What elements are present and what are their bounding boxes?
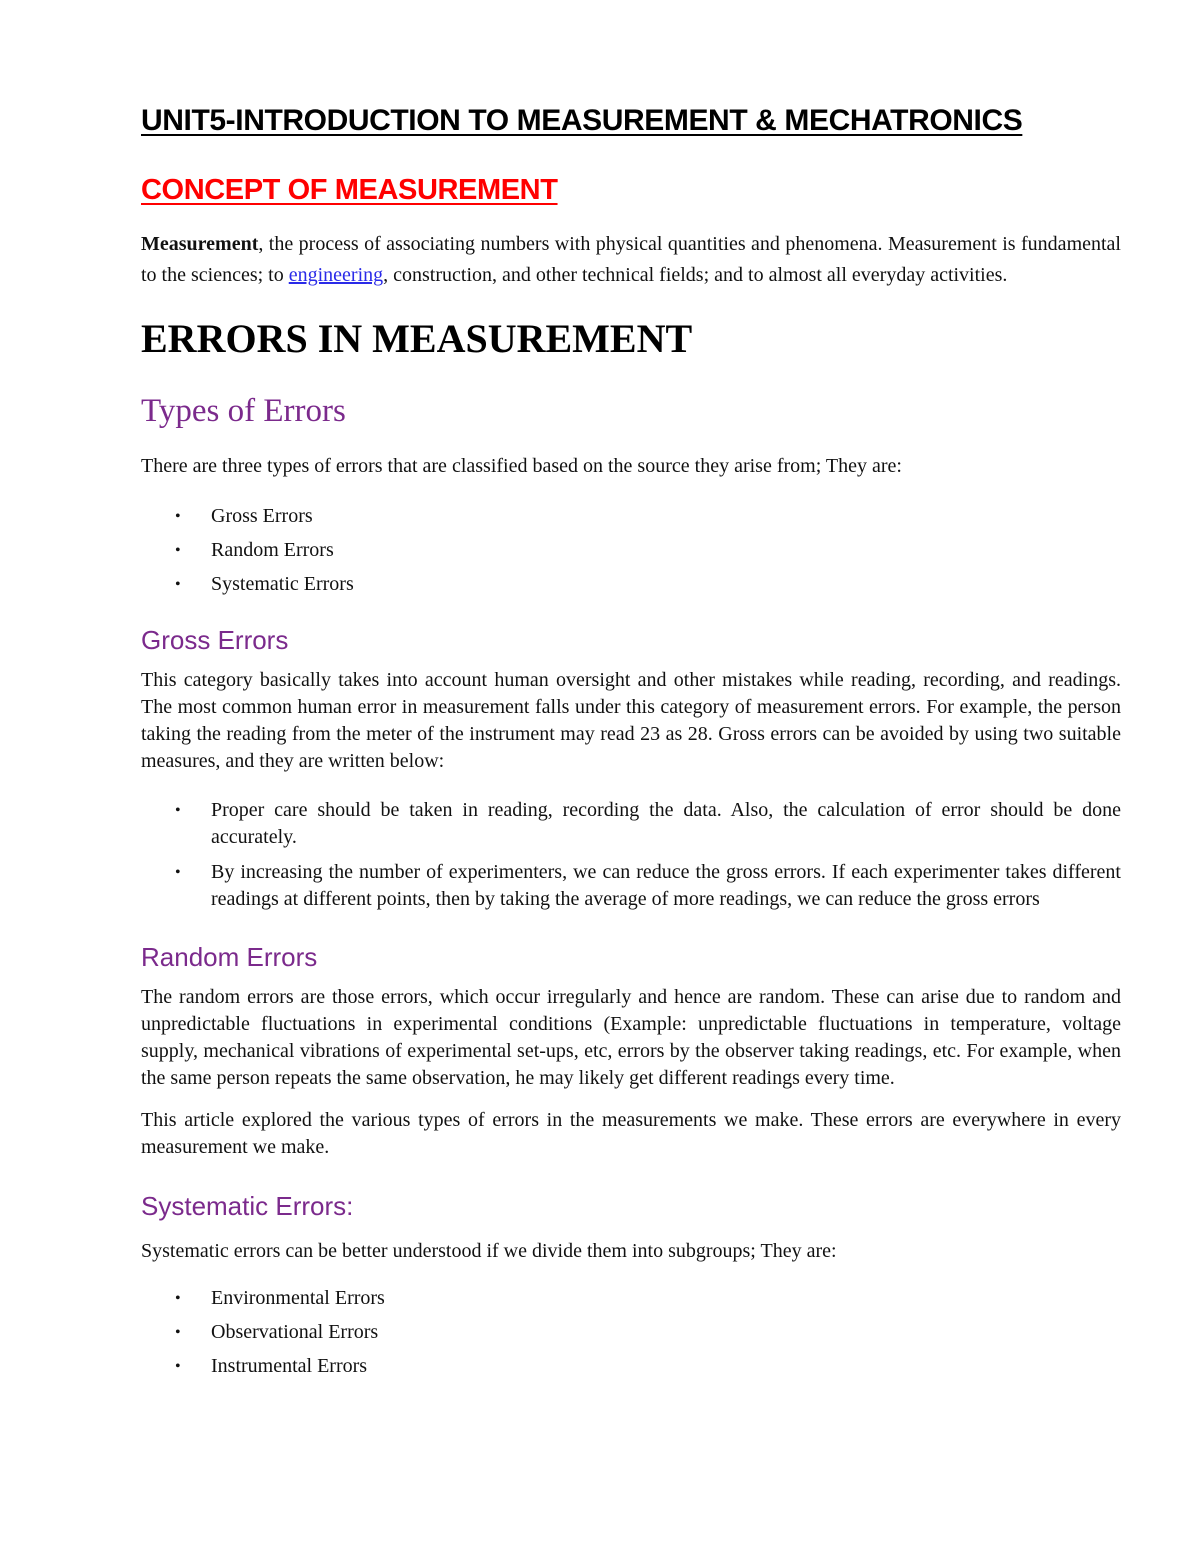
bullet-icon: • — [175, 1290, 181, 1307]
engineering-link[interactable]: engineering — [288, 264, 384, 286]
unit-title: UNIT5-INTRODUCTION TO MEASUREMENT & MECHATRONICS — [141, 104, 1023, 137]
document-page — [141, 100, 1121, 1380]
types-list — [141, 503, 1121, 598]
bullet-icon: • — [175, 542, 181, 559]
list-item: • Random Errors — [211, 537, 1121, 564]
concept-title: CONCEPT OF MEASUREMENT — [141, 174, 558, 206]
list-item: • Gross Errors — [211, 503, 1121, 530]
list-item: • By increasing the number of experimenters, we can reduce the gross errors. If each experimenter takes different readings at different points, then by taking the average of more readings, we can reduce the gross errors — [175, 861, 1121, 910]
list-item: • Proper care should be taken in reading, recording the data. Also, the calculation of error should be done accurately. — [175, 799, 1121, 848]
list-item: • Environmental Errors — [211, 1285, 1121, 1312]
random-errors-summary: This article explored the various types of errors in the measurements we make. These errors are everywhere in every measurement we make. — [141, 1109, 1121, 1158]
gross-errors-paragraph: This category basically takes into account human oversight and other mistakes while reading, recording, and readings. The most common human error in measurement falls under this category of measurement errors. For example, the person taking the reading from the meter of the instrument may read 23 as 28. Gross errors can be avoided by using two suitable measures, and they are written below: — [141, 669, 1121, 772]
list-item: • Observational Errors — [211, 1319, 1121, 1346]
bullet-icon: • — [175, 802, 181, 819]
list-item: • Systematic Errors — [211, 571, 1121, 598]
bullet-icon: • — [175, 1324, 181, 1341]
measurement-definition — [141, 229, 1121, 291]
bullet-icon: • — [175, 508, 181, 525]
gross-errors-heading: Gross Errors — [141, 625, 289, 655]
intro-text-1: , the process of associating numbers with physical quantities and phenomena. Measurement is fundamental to the sciences; to — [141, 233, 1121, 286]
systematic-errors-list — [141, 1285, 1121, 1380]
gross-errors-list — [141, 797, 1121, 913]
types-heading: Types of Errors — [141, 393, 346, 429]
systematic-errors-intro: Systematic errors can be better understood if we divide them into subgroups; They are: — [141, 1240, 837, 1262]
errors-heading: ERRORS IN MEASUREMENT — [141, 316, 693, 361]
random-errors-heading: Random Errors — [141, 942, 318, 972]
random-errors-paragraph: The random errors are those errors, which occur irregularly and hence are random. These can arise due to random and unpredictable fluctuations in experimental conditions (Example: unpredictable fluctuations in temperature, voltage supply, mechanical vibrations of experimental set-ups, etc, errors by the observer taking readings, etc. For example, when the same person repeats the same observation, he may likely get different readings every time. — [141, 986, 1121, 1089]
systematic-errors-heading: Systematic Errors: — [141, 1191, 354, 1221]
types-intro: There are three types of errors that are classified based on the source they arise from; They are: — [141, 455, 902, 477]
list-item: • Instrumental Errors — [211, 1353, 1121, 1380]
bullet-icon: • — [175, 864, 181, 881]
measurement-term: Measurement — [141, 233, 259, 255]
bullet-icon: • — [175, 576, 181, 593]
bullet-icon: • — [175, 1358, 181, 1375]
intro-text-2: , construction, and other technical fields; and to almost all everyday activities. — [383, 264, 1008, 286]
